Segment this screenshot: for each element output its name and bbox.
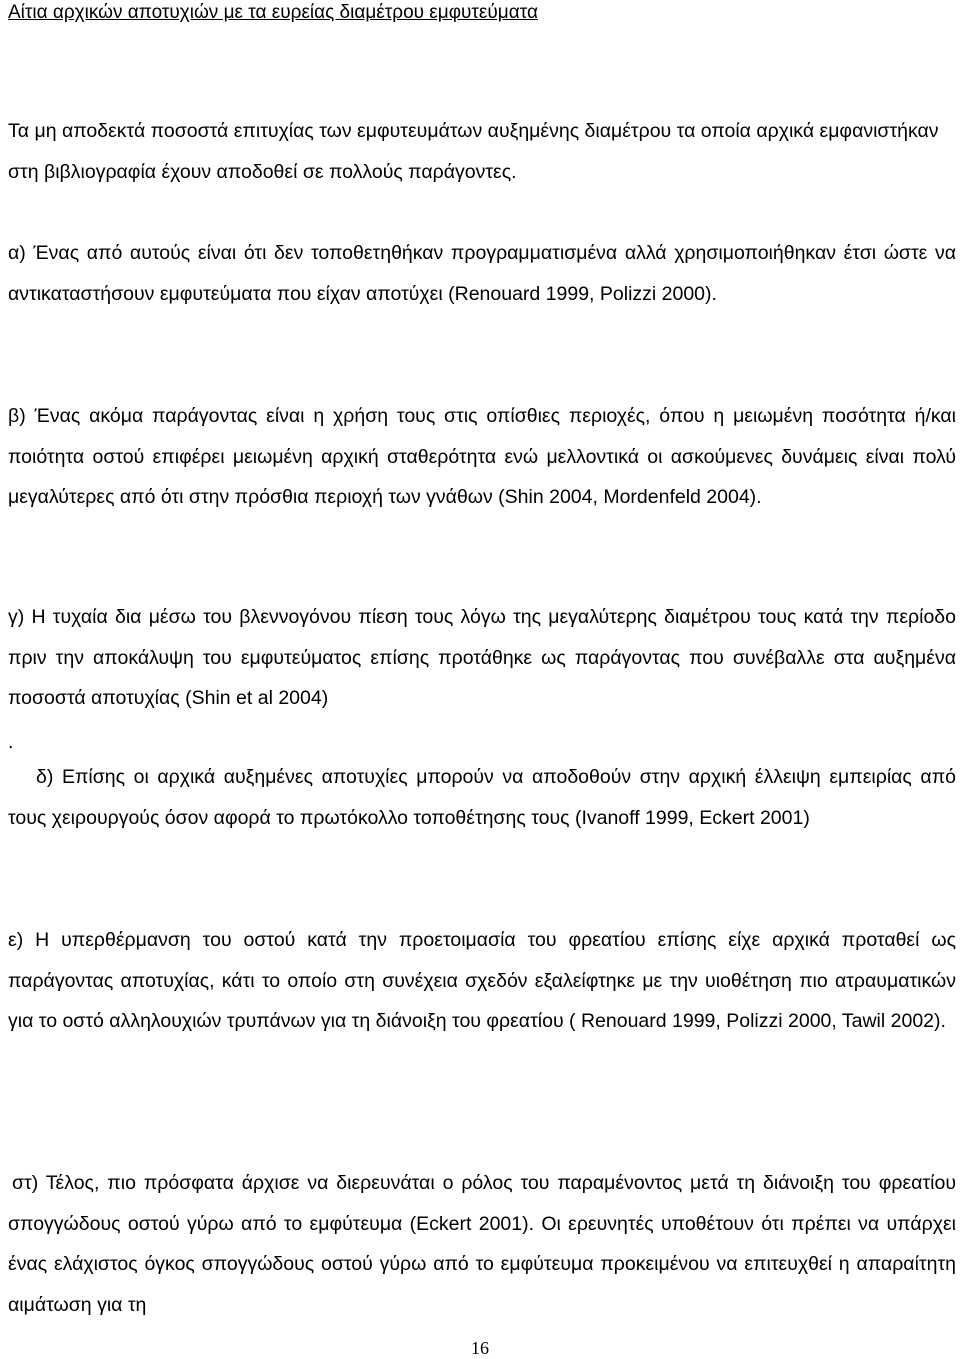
paragraph-epsilon: ε) Η υπερθέρμανση του οστού κατά την προετοιμασία του φρεατίου επίσης είχε αρχικά προταθεί ως παράγοντας αποτυχίας, κάτι το οποίο στη συνέχεια σχεδόν εξαλείφτηκε με την υιοθέτηση πιο ατραυματικών για το οστό αλληλουχιών τρυπάνων για τη διάνοιξη του φρεατίου ( Renouard 1999, Polizzi 2000, Tawil 2002). (8, 929, 956, 1033)
paragraph-beta: β) Ένας ακόμα παράγοντας είναι η χρήση τους στις οπίσθιες περιοχές, όπου η μειωμένη ποσότητα ή/και ποιότητα οστού επιφέρει μειωμένη αρχική σταθερότητα ενώ μελλοντικά οι ασκούμενες δυνάμεις είναι πολύ μεγαλύτερες από ότι στην πρόσθια περιοχή των γνάθων (Shin 2004, Mordenfeld 2004). (8, 405, 956, 509)
paragraph-alpha: α) Ένας από αυτούς είναι ότι δεν τοποθετηθήκαν προγραμματισμένα αλλά χρησιμοποιήθηκαν έτσι ώστε να αντικαταστήσουν εμφυτεύματα που είχαν αποτύχει (Renouard 1999, Polizzi 2000). (8, 242, 956, 305)
intro-paragraph: Τα μη αποδεκτά ποσοστά επιτυχίας των εμφυτευμάτων αυξημένης διαμέτρου τα οποία αρχικά εμφανιστήκαν στη βιβλιογραφία έχουν αποδοθεί σε πολλούς παράγοντες. (8, 120, 939, 183)
paragraph-gamma: γ) Η τυχαία δια μέσω του βλεννογόνου πίεση τους λόγω της μεγαλύτερης διαμέτρου τους κατά την περίοδο πριν την αποκάλυψη του εμφυτεύματος επίσης προτάθηκε ως παράγοντας που συνέβαλλε στα αυξημένα ποσοστά αποτυχίας (Shin et al 2004) (8, 606, 956, 710)
paragraph-st: στ) Τέλος, πιο πρόσφατα άρχισε να διερευνάται ο ρόλος του παραμένοντος μετά τη διάνοιξη του φρεατίου σπογγώδους οστού γύρω από το εμφύτευμα (Eckert 2001). Οι ερευνητές υποθέτουν ότι πρέπει να υπάρχει ένας ελάχιστος όγκος σπογγώδους οστού γύρω από το εμφύτευμα προκειμένου να επιτευχθεί η απαραίτητη αιμάτωση για τη (8, 1172, 956, 1317)
paragraph-delta: δ) Επίσης οι αρχικά αυξημένες αποτυχίες μπορούν να αποδοθούν στην αρχική έλλειψη εμπειρίας από τους χειρουργούς όσον αφορά το πρωτόκολλο τοποθέτησης τους (Ivanoff 1999, Eckert 2001) (8, 766, 956, 829)
page-number: 16 (471, 1338, 489, 1358)
stray-period: . (8, 731, 14, 753)
section-title: Αίτια αρχικών αποτυχιών με τα ευρείας διαμέτρου εμφυτεύματα (8, 2, 538, 23)
